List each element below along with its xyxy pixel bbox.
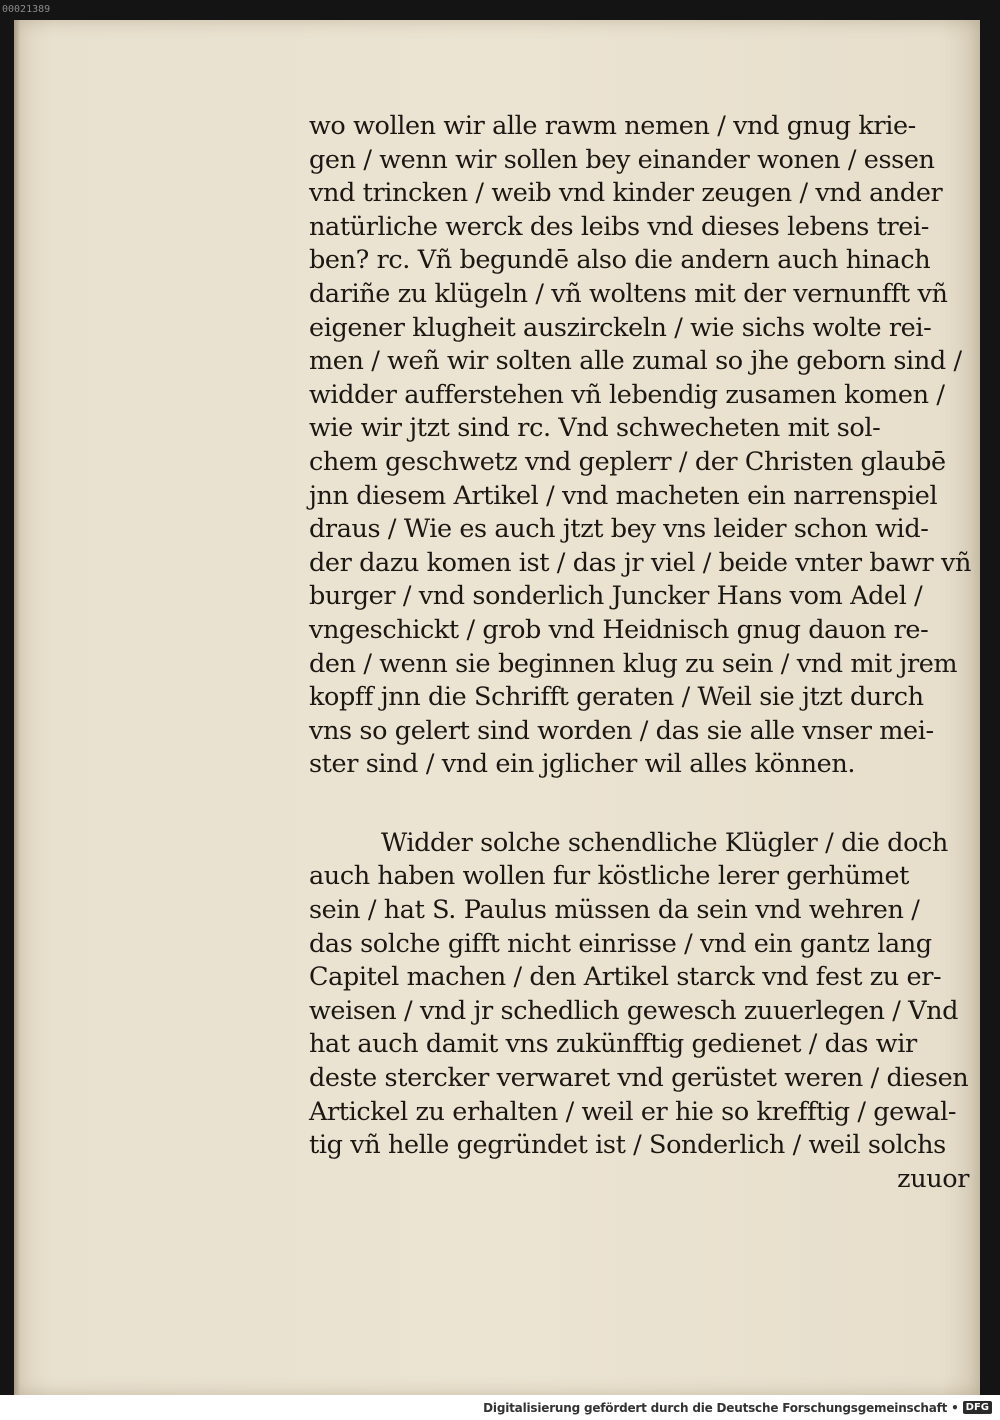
text-line: Capitel machen / den Artikel starck vnd fest zu er- [309, 962, 942, 993]
text-line: jnn diesem Artikel / vnd macheten ein narrenspiel [309, 480, 938, 511]
text-line: chem geschwetz vnd geplerr / der Christen glaubē [309, 446, 946, 477]
text-line: Artickel zu erhalten / weil er hie so krefftig / gewal- [309, 1096, 957, 1127]
text-line: eigener klugheit auszirckeln / wie sichs wolte rei- [309, 312, 932, 343]
text-line: das solche gifft nicht einrisse / vnd ein gantz lang [309, 928, 932, 959]
text-line: ben? rc. Vñ begundē also die andern auch hinach [309, 245, 931, 276]
text-line: der dazu komen ist / das jr viel / beide vnter bawr vñ [309, 547, 972, 578]
text-line: ster sind / vnd ein jglicher wil alles können. [309, 749, 856, 780]
text-line: vngeschickt / grob vnd Heidnisch gnug dauon re- [309, 614, 929, 645]
page-text [309, 110, 979, 1196]
text-line: draus / Wie es auch jtzt bey vns leider schon wid- [309, 514, 929, 545]
text-line: sein / hat S. Paulus müssen da sein vnd wehren / [309, 895, 920, 926]
paragraph-2 [309, 827, 979, 1197]
text-line: wie wir jtzt sind rc. Vnd schwecheten mit sol- [309, 413, 881, 444]
funding-note: Digitalisierung gefördert durch die Deutsche Forschungsgemeinschaft • [483, 1400, 959, 1415]
text-line: Widder solche schendliche Klügler / die doch [381, 827, 948, 858]
text-line: dariñe zu klügeln / vñ woltens mit der vernunfft vñ [309, 278, 948, 309]
catchword: zuuor [897, 1163, 969, 1194]
book-page [14, 20, 980, 1395]
page-gutter-shadow [14, 20, 20, 1395]
footer-bar [0, 1395, 1000, 1420]
scan-id: 00021389 [2, 4, 51, 15]
text-line: vnd trincken / weib vnd kinder zeugen / vnd ander [309, 178, 943, 209]
text-line: widder aufferstehen vñ lebendig zusamen komen / [309, 379, 945, 410]
text-line: weisen / vnd jr schedlich gewesch zuuerlegen / Vnd [309, 995, 959, 1026]
text-line: natürliche werck des leibs vnd dieses lebens trei- [309, 211, 929, 242]
text-line: gen / wenn wir sollen bey einander wonen / essen [309, 144, 935, 175]
text-line: kopff jnn die Schrifft geraten / Weil sie jtzt durch [309, 682, 924, 713]
text-line: hat auch damit vns zukünfftig gedienet / das wir [309, 1029, 917, 1060]
dfg-logo-icon: DFG [963, 1401, 992, 1414]
text-line: den / wenn sie beginnen klug zu sein / vnd mit jrem [309, 648, 958, 679]
paragraph-1 [309, 110, 979, 782]
text-line: wo wollen wir alle rawm nemen / vnd gnug krie- [309, 111, 916, 141]
text-line: auch haben wollen fur köstliche lerer gerhümet [309, 861, 910, 892]
text-line: deste stercker verwaret vnd gerüstet weren / diesen [309, 1063, 969, 1094]
text-line: vns so gelert sind worden / das sie alle vnser mei- [309, 715, 934, 746]
text-line: burger / vnd sonderlich Juncker Hans vom Adel / [309, 581, 923, 612]
text-line: men / weñ wir solten alle zumal so jhe geborn sind / [309, 346, 962, 377]
text-line: tig vñ helle gegründet ist / Sonderlich / weil solchs [309, 1130, 946, 1161]
